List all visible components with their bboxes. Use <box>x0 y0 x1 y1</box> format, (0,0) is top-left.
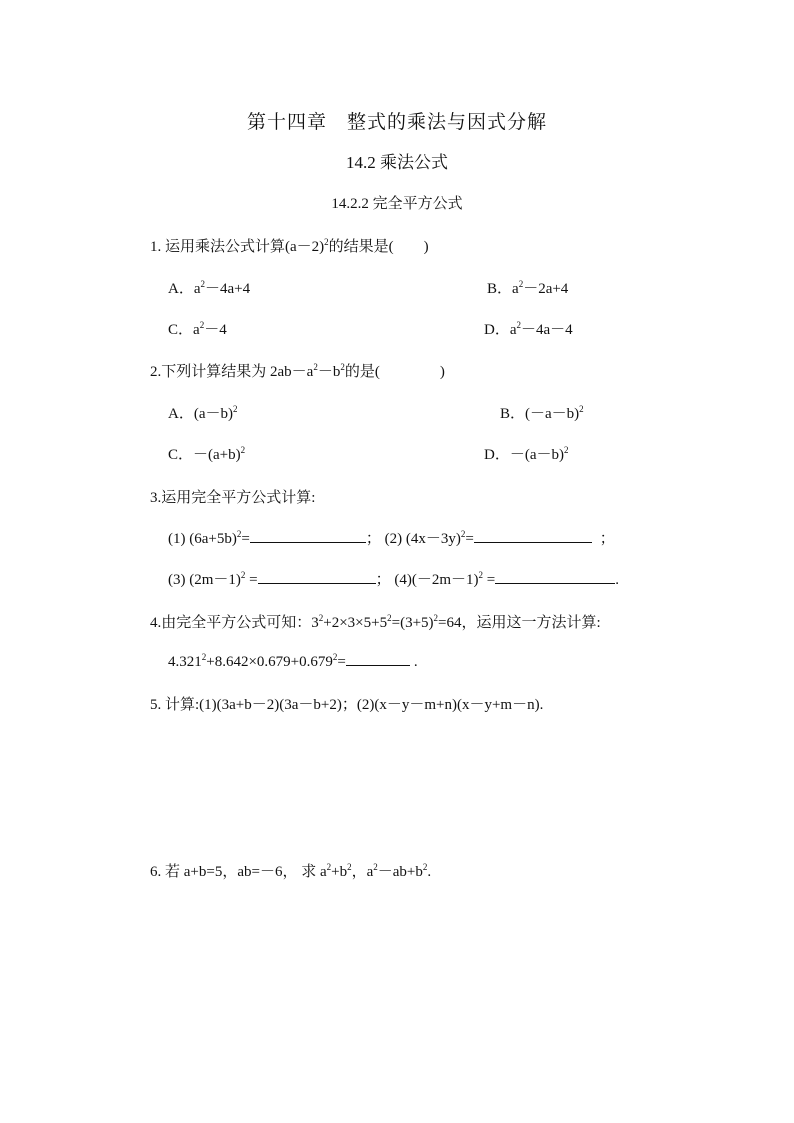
superscript: 2 <box>240 570 246 580</box>
q6-stem-part: +b <box>331 864 348 880</box>
superscript: 2 <box>324 237 329 247</box>
answer-blank-4[interactable] <box>495 569 615 584</box>
section-title: 14.2 乘法公式 <box>346 153 448 172</box>
superscript: 2 <box>326 862 332 872</box>
q1-option-a[interactable] <box>168 277 250 298</box>
q3-part-2: (2) (4x－3y) <box>384 531 461 547</box>
q2-stem-part: 2.下列计算结果为 2ab－a <box>150 364 314 380</box>
superscript: 2 <box>518 279 524 289</box>
q2-option-b[interactable] <box>500 402 584 423</box>
q4-expr-part: +8.642×0.679+0.679 <box>206 654 333 670</box>
superscript: 2 <box>199 320 205 330</box>
q4-stem-part: +2×3×5+5 <box>323 615 388 631</box>
q1-stem-part: 1. 运用乘法公式计算(a－2) <box>150 239 325 255</box>
q6-stem-part: 6. 若 a+b=5，ab=－6， 求 a <box>150 864 327 880</box>
superscript: 2 <box>332 652 338 662</box>
q3-part-1: (1) (6a+5b) <box>168 531 237 547</box>
q4-stem-part: =(3+5) <box>391 615 434 631</box>
option-text: －(a－b) <box>509 447 564 463</box>
superscript: 2 <box>233 404 238 414</box>
period: . <box>615 572 620 588</box>
q3-part-4: (4)(－2m－1) <box>394 572 479 588</box>
q4-stem-part: 4.由完全平方公式可知：3 <box>150 615 319 631</box>
superscript: 2 <box>478 570 484 580</box>
superscript: 2 <box>347 862 352 872</box>
q1-option-d[interactable] <box>484 318 573 339</box>
question-2-stem <box>150 360 445 381</box>
option-text: (－a－b) <box>525 406 580 422</box>
q6-stem-part: ，a <box>351 864 374 880</box>
question-3-stem: 3.运用完全平方公式计算: <box>150 490 316 506</box>
q2-stem-part: －b <box>317 364 341 380</box>
q2-option-a[interactable] <box>168 402 238 423</box>
option-label: B． <box>500 406 526 422</box>
superscript: 2 <box>460 529 466 539</box>
option-label: D． <box>484 447 510 463</box>
superscript: 2 <box>201 652 207 662</box>
option-text: －2a+4 <box>523 281 569 297</box>
superscript: 2 <box>236 529 242 539</box>
superscript: 2 <box>373 862 378 872</box>
q2-option-d[interactable] <box>484 443 569 464</box>
superscript: 2 <box>433 613 439 623</box>
answer-blank-1[interactable] <box>250 528 366 543</box>
option-label: C． <box>168 447 194 463</box>
separator: ； <box>599 531 615 547</box>
period: . <box>413 654 418 670</box>
q1-stem-part: 的结果是( ) <box>328 239 429 255</box>
superscript: 2 <box>387 613 392 623</box>
option-label: B． <box>487 281 513 297</box>
question-6-stem <box>150 860 431 881</box>
superscript: 2 <box>340 362 345 372</box>
q3-part-3: (3) (2m－1) <box>168 572 241 588</box>
q1-option-c[interactable] <box>168 318 227 339</box>
separator: ； <box>375 572 391 588</box>
superscript: 2 <box>579 404 584 414</box>
equals-sign: = <box>337 654 346 670</box>
separator: ； <box>365 531 381 547</box>
superscript: 2 <box>564 445 569 455</box>
equals-sign: = <box>465 531 474 547</box>
superscript: 2 <box>422 862 428 872</box>
subsection-title: 14.2.2 完全平方公式 <box>331 196 463 212</box>
equals-sign: = <box>241 531 250 547</box>
answer-blank-3[interactable] <box>258 569 376 584</box>
answer-blank-2[interactable] <box>474 528 592 543</box>
option-text: a <box>512 281 519 297</box>
q4-expression <box>168 651 418 671</box>
equals-sign: = <box>245 572 258 588</box>
superscript: 2 <box>200 279 206 289</box>
q2-option-c[interactable] <box>168 443 245 464</box>
answer-blank-5[interactable] <box>346 651 410 666</box>
option-text: (a－b) <box>193 406 233 422</box>
question-1-stem <box>150 235 429 256</box>
question-5-stem: 5. 计算:(1)(3a+b－2)(3a－b+2)；(2)(x－y－m+n)(x－y+m－n). <box>150 697 544 713</box>
option-label: A． <box>168 406 194 422</box>
option-text: a <box>193 322 200 338</box>
q1-option-b[interactable] <box>487 277 568 298</box>
option-label: A． <box>168 281 194 297</box>
option-label: D． <box>484 322 510 338</box>
question-4-stem <box>150 611 601 632</box>
q3-row-2 <box>168 568 619 589</box>
option-text: a <box>509 322 517 338</box>
equals-sign: = <box>483 572 496 588</box>
superscript: 2 <box>313 362 318 372</box>
superscript: 2 <box>516 320 522 330</box>
q4-expr-part: 4.321 <box>168 654 202 670</box>
q6-stem-part: －ab+b <box>377 864 423 880</box>
option-text: －4a－4 <box>521 322 573 338</box>
superscript: 2 <box>318 613 324 623</box>
option-text: －4 <box>204 322 227 338</box>
q2-stem-part: 的是( ) <box>344 364 445 380</box>
chapter-title: 第十四章 整式的乘法与因式分解 <box>246 112 547 133</box>
q3-row-1 <box>168 527 615 548</box>
option-text: a <box>193 281 201 297</box>
period: . <box>427 864 432 880</box>
superscript: 2 <box>240 445 246 455</box>
q4-stem-part: =64，运用这一方法计算: <box>438 615 601 631</box>
option-label: C． <box>168 322 194 338</box>
option-text: －(a+b) <box>193 447 241 463</box>
option-text: －4a+4 <box>205 281 251 297</box>
